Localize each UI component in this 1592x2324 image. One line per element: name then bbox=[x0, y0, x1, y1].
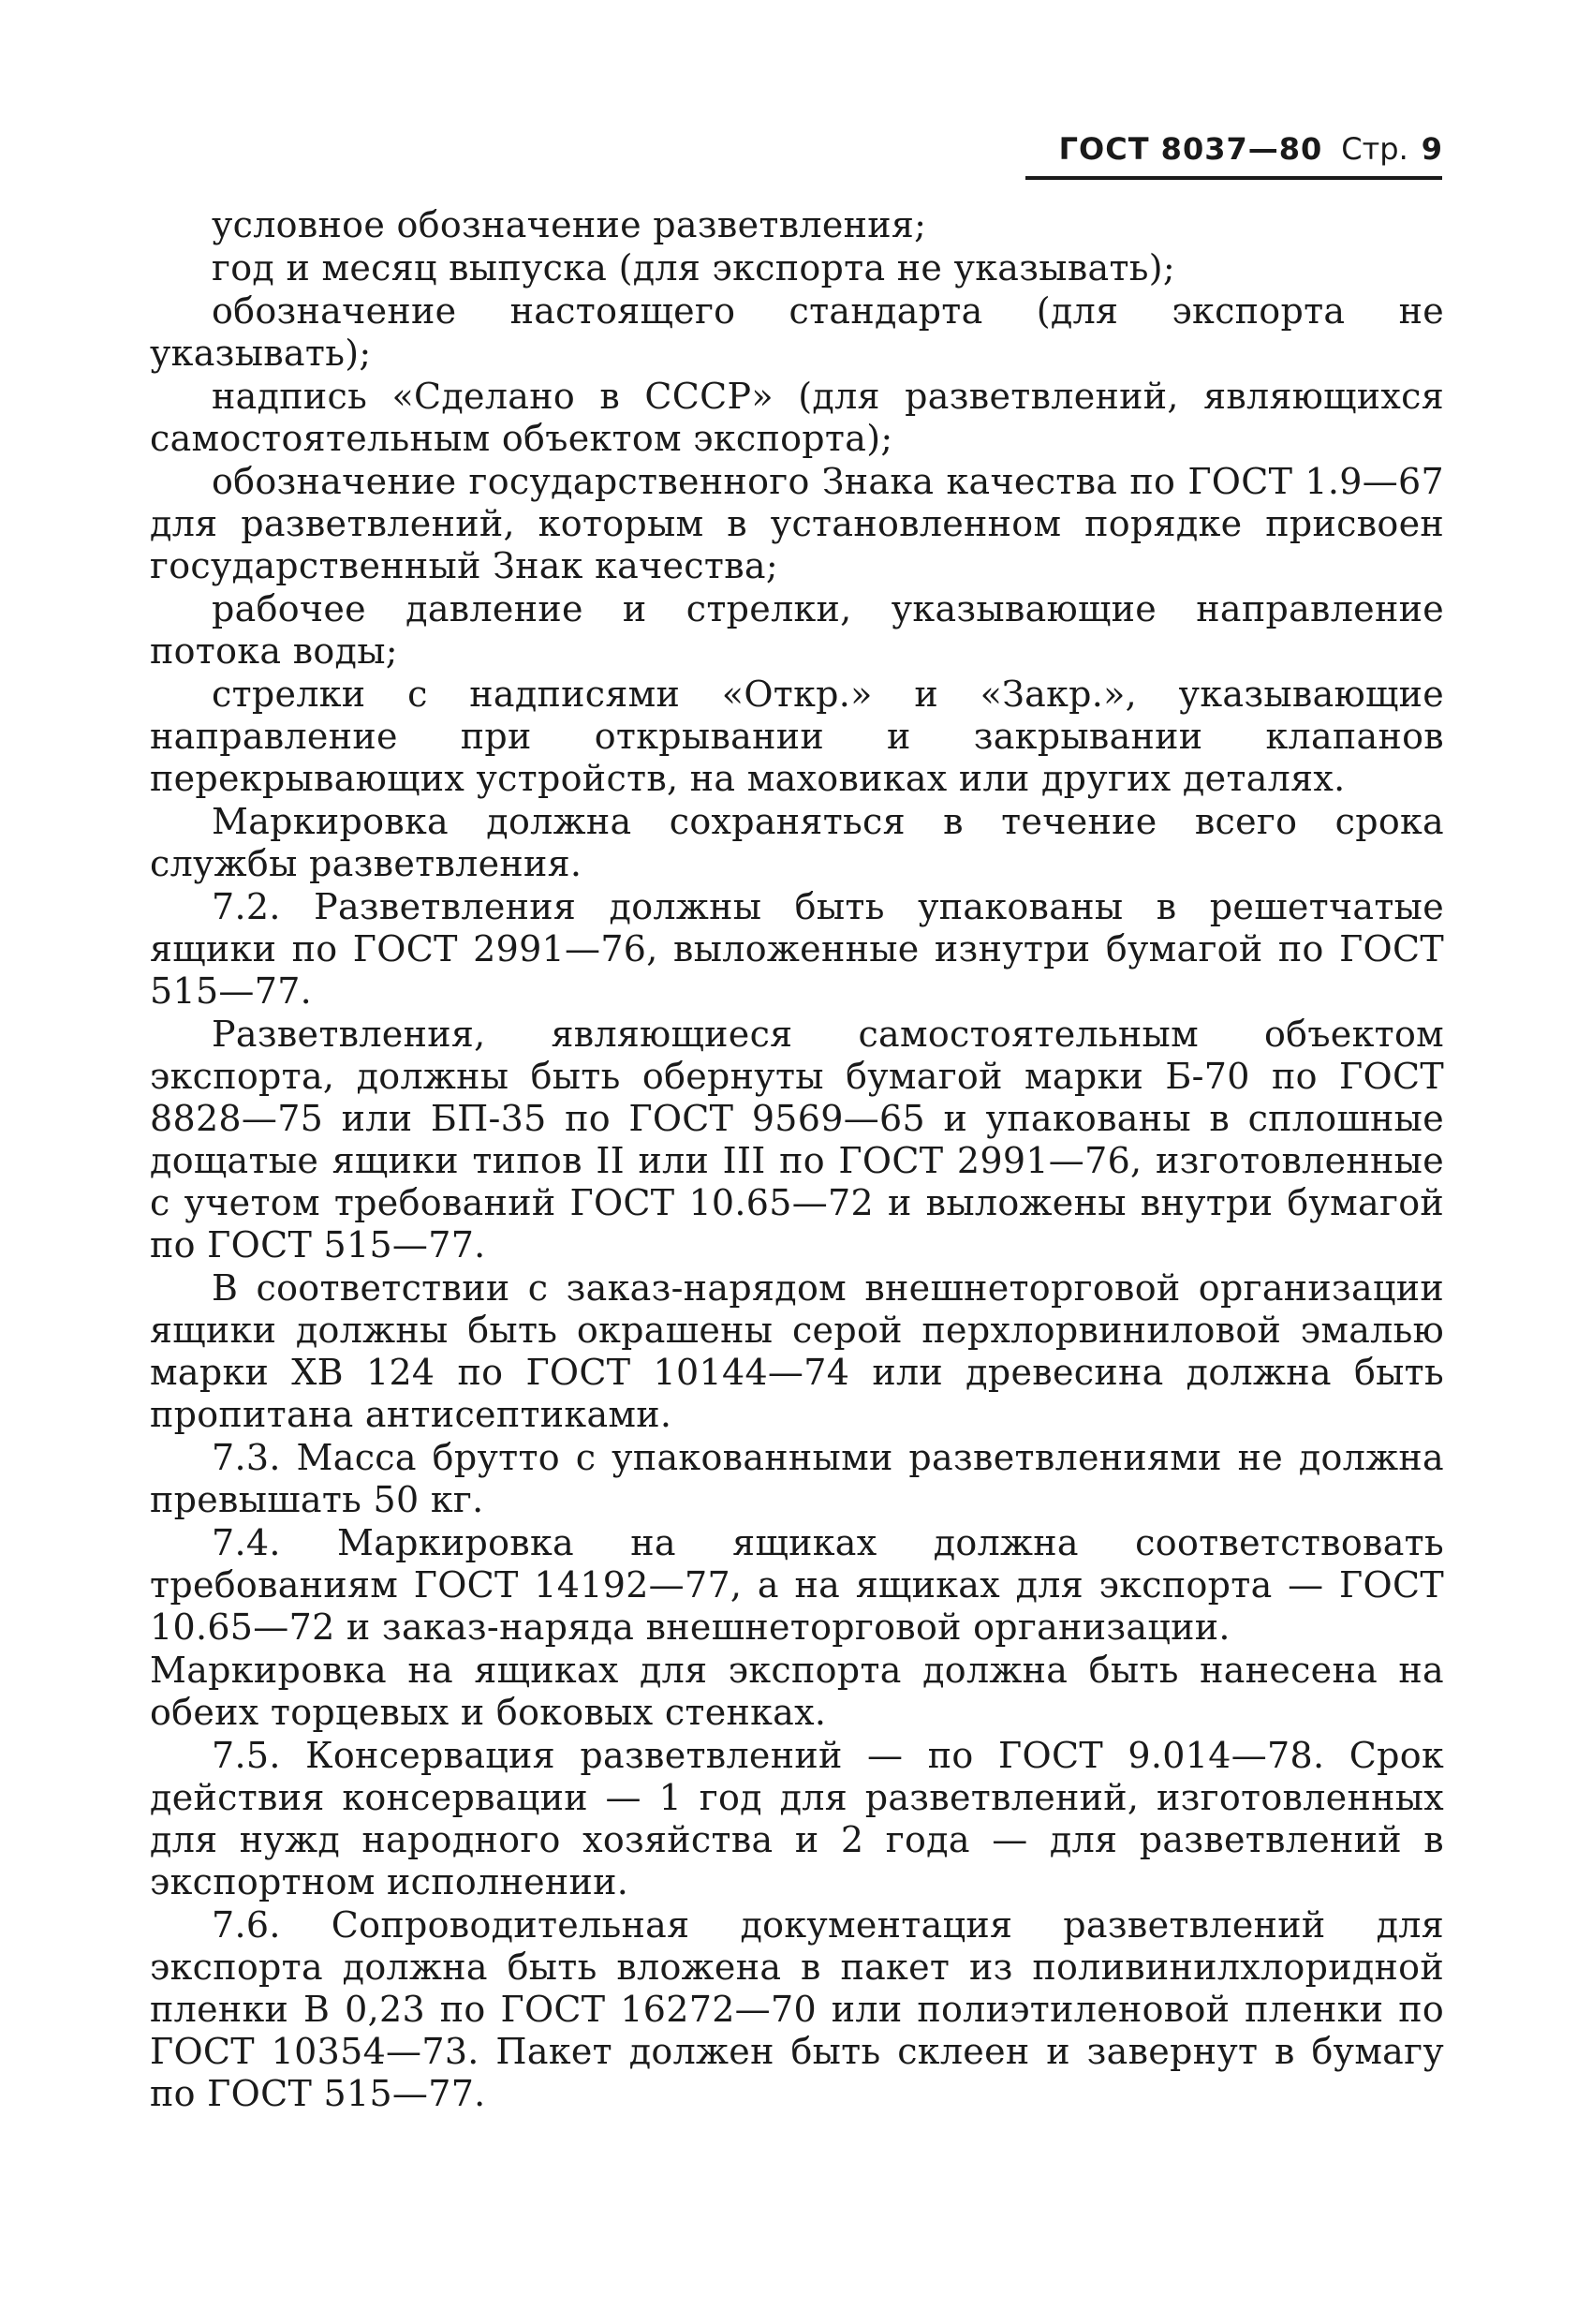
paragraph: 7.6. Сопроводительная документация разветвлений для экспорта должна быть вложена в пакет из поливинилхлоридной пленки В 0,23 по ГОСТ 16272—70 или полиэтиленовой пленки по ГОСТ 10354—73. Пакет должен быть склеен и завернут в бумагу по ГОСТ 515—77. bbox=[150, 1904, 1444, 2114]
paragraph: Разветвления, являющиеся самостоятельным объектом экспорта, должны быть обернуты бумагой марки Б-70 по ГОСТ 8828—75 или БП-35 по ГОСТ 9569—65 и упакованы в сплошные дощатые ящики типов II или III по ГОСТ 2991—76, изготовленные с учетом требований ГОСТ 10.65—72 и выложены внутри бумагой по ГОСТ 515—77. bbox=[150, 1014, 1444, 1266]
paragraph: надпись «Сделано в СССР» (для разветвлений, являющихся самостоятельным объектом экспорта); bbox=[150, 376, 1444, 459]
paragraph: 7.3. Масса брутто с упакованными разветвлениями не должна превышать 50 кг. bbox=[150, 1437, 1444, 1520]
paragraph: 7.2. Разветвления должны быть упакованы в решетчатые ящики по ГОСТ 2991—76, выложенные изнутри бумагой по ГОСТ 515—77. bbox=[150, 886, 1444, 1012]
paragraph: обозначение государственного Знака качества по ГОСТ 1.9—67 для разветвлений, которым в установленном порядке присвоен государственный Знак качества; bbox=[150, 461, 1444, 586]
paragraph: Маркировка на ящиках для экспорта должна быть нанесена на обеих торцевых и боковых стенках. bbox=[150, 1650, 1444, 1733]
paragraph: 7.5. Консервация разветвлений — по ГОСТ 9.014—78. Срок действия консервации — 1 год для разветвлений, изготовленных для нужд народного хозяйства и 2 года — для разветвлений в экспортном исполнении. bbox=[150, 1735, 1444, 1902]
page-header bbox=[1025, 131, 1442, 180]
paragraph: рабочее давление и стрелки, указывающие направление потока воды; bbox=[150, 588, 1444, 672]
standard-number: ГОСТ 8037—80 bbox=[1058, 131, 1323, 167]
page-label: Стр. bbox=[1341, 131, 1408, 167]
paragraph: год и месяц выпуска (для экспорта не указывать); bbox=[212, 247, 1176, 289]
document-body bbox=[150, 204, 1444, 2116]
paragraph: условное обозначение разветвления; bbox=[212, 204, 927, 245]
paragraph: 7.4. Маркировка на ящиках должна соответствовать требованиям ГОСТ 14192—77, а на ящиках для экспорта — ГОСТ 10.65—72 и заказ-наряда внешнеторговой организации. bbox=[150, 1522, 1444, 1648]
paragraph: В соответствии с заказ-нарядом внешнеторговой организации ящики должны быть окрашены серой перхлорвиниловой эмалью марки ХВ 124 по ГОСТ 10144—74 или древесина должна быть пропитана антисептиками. bbox=[150, 1267, 1444, 1435]
paragraph: обозначение настоящего стандарта (для экспорта не указывать); bbox=[150, 290, 1444, 374]
paragraph: Маркировка должна сохраняться в течение всего срока службы разветвления. bbox=[150, 801, 1444, 884]
page-number: 9 bbox=[1421, 131, 1442, 167]
paragraph: стрелки с надписями «Откр.» и «Закр.», указывающие направление при открывании и закрывании клапанов перекрывающих устройств, на маховиках или других деталях. bbox=[150, 674, 1444, 799]
